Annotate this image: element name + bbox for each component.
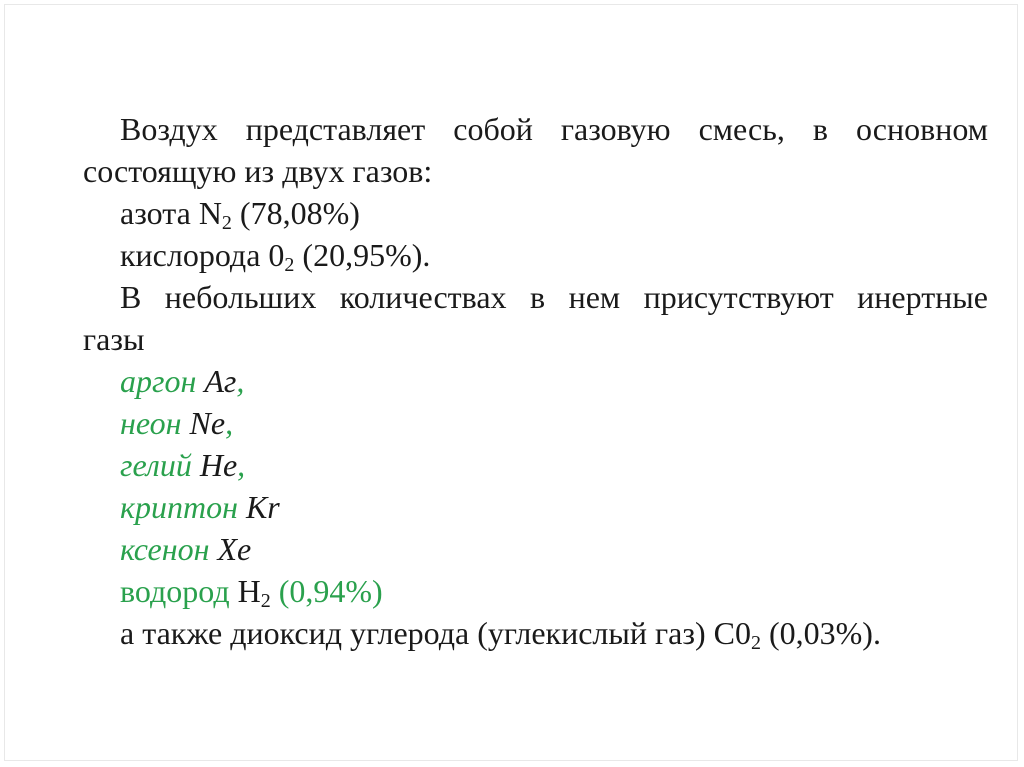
gas-symbol: Не bbox=[199, 447, 238, 483]
hydrogen-line bbox=[83, 570, 988, 612]
paragraph-1-line-1: Воздух представляет собой газовую смесь, в основном bbox=[120, 111, 988, 147]
gas-symbol: Кr bbox=[245, 489, 280, 525]
nitrogen-line bbox=[83, 192, 988, 234]
carbon-dioxide-value: (0,03%). bbox=[760, 615, 881, 651]
oxygen-line bbox=[83, 234, 988, 276]
inert-gas-neon bbox=[83, 402, 988, 444]
gas-name: ксенон bbox=[120, 531, 218, 567]
paragraph-2-line-2: газы bbox=[83, 321, 145, 357]
nitrogen-subscript: 2 bbox=[221, 212, 232, 234]
hydrogen-formula: Н bbox=[237, 573, 261, 609]
gas-suffix: , bbox=[236, 363, 245, 399]
gas-name: гелий bbox=[120, 447, 200, 483]
text-block bbox=[83, 108, 988, 654]
slide bbox=[4, 4, 1018, 761]
nitrogen-name: азота N bbox=[120, 195, 222, 231]
oxygen-name: кислорода 0 bbox=[120, 237, 285, 273]
carbon-dioxide-line bbox=[83, 612, 988, 654]
hydrogen-name: водород bbox=[120, 573, 238, 609]
oxygen-subscript: 2 bbox=[284, 254, 295, 276]
carbon-dioxide-text: а также диоксид углерода (углекислый газ) С0 bbox=[120, 615, 751, 651]
gas-symbol: Аг bbox=[204, 363, 237, 399]
hydrogen-subscript: 2 bbox=[260, 590, 271, 612]
paragraph-2-line-1: В небольших количествах в нем присутствуют инертные bbox=[120, 279, 988, 315]
gas-name: неон bbox=[120, 405, 190, 441]
hydrogen-value: (0,94%) bbox=[270, 573, 383, 609]
inert-gas-krypton bbox=[83, 486, 988, 528]
carbon-dioxide-subscript: 2 bbox=[750, 632, 761, 654]
oxygen-value: (20,95%). bbox=[294, 237, 431, 273]
gas-name: криптон bbox=[120, 489, 246, 525]
nitrogen-value: (78,08%) bbox=[231, 195, 360, 231]
gas-symbol: Ne bbox=[189, 405, 226, 441]
gas-suffix: , bbox=[225, 405, 234, 441]
gas-name: аргон bbox=[120, 363, 205, 399]
gas-suffix: , bbox=[237, 447, 246, 483]
paragraph-1-line-2: состоящую из двух газов: bbox=[83, 153, 433, 189]
inert-gas-xenon bbox=[83, 528, 988, 570]
inert-gas-helium bbox=[83, 444, 988, 486]
inert-gas-argon bbox=[83, 360, 988, 402]
gas-symbol: Хе bbox=[217, 531, 252, 567]
